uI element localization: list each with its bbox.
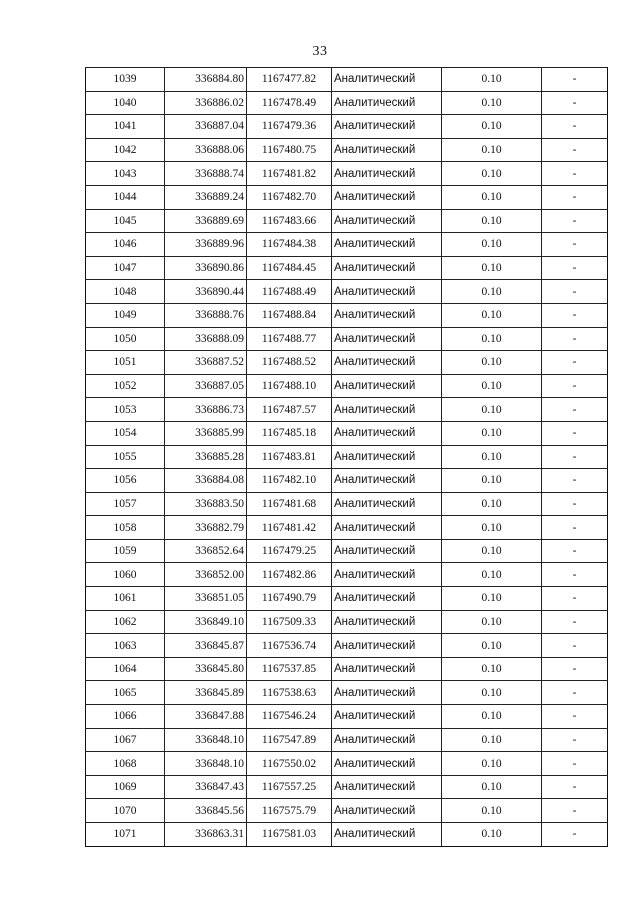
- error-cell: 0.10: [442, 115, 542, 139]
- method-cell: Аналитический: [332, 421, 442, 445]
- point-number-cell: 1052: [86, 374, 165, 398]
- point-number-cell: 1042: [86, 138, 165, 162]
- point-number-cell: 1056: [86, 469, 165, 493]
- table-row: [86, 799, 608, 823]
- x-coordinate-cell: 336882.79: [165, 516, 247, 540]
- description-cell: -: [542, 68, 608, 92]
- error-cell: 0.10: [442, 421, 542, 445]
- error-cell: 0.10: [442, 91, 542, 115]
- y-coordinate-cell: 1167537.85: [247, 657, 332, 681]
- description-cell: -: [542, 445, 608, 469]
- table-row: [86, 469, 608, 493]
- error-cell: 0.10: [442, 752, 542, 776]
- point-number-cell: 1051: [86, 351, 165, 375]
- method-cell: Аналитический: [332, 68, 442, 92]
- coordinates-table: [85, 67, 608, 847]
- point-number-cell: 1050: [86, 327, 165, 351]
- error-cell: 0.10: [442, 563, 542, 587]
- point-number-cell: 1057: [86, 492, 165, 516]
- method-cell: Аналитический: [332, 91, 442, 115]
- error-cell: 0.10: [442, 162, 542, 186]
- error-cell: 0.10: [442, 728, 542, 752]
- table-row: [86, 421, 608, 445]
- x-coordinate-cell: 336888.06: [165, 138, 247, 162]
- x-coordinate-cell: 336887.05: [165, 374, 247, 398]
- x-coordinate-cell: 336845.56: [165, 799, 247, 823]
- x-coordinate-cell: 336852.00: [165, 563, 247, 587]
- method-cell: Аналитический: [332, 752, 442, 776]
- table-row: [86, 233, 608, 257]
- method-cell: Аналитический: [332, 327, 442, 351]
- error-cell: 0.10: [442, 445, 542, 469]
- point-number-cell: 1061: [86, 587, 165, 611]
- point-number-cell: 1045: [86, 209, 165, 233]
- y-coordinate-cell: 1167487.57: [247, 398, 332, 422]
- y-coordinate-cell: 1167483.66: [247, 209, 332, 233]
- description-cell: -: [542, 398, 608, 422]
- x-coordinate-cell: 336847.88: [165, 705, 247, 729]
- point-number-cell: 1039: [86, 68, 165, 92]
- point-number-cell: 1040: [86, 91, 165, 115]
- error-cell: 0.10: [442, 351, 542, 375]
- table-row: [86, 185, 608, 209]
- description-cell: -: [542, 91, 608, 115]
- y-coordinate-cell: 1167488.10: [247, 374, 332, 398]
- point-number-cell: 1069: [86, 775, 165, 799]
- y-coordinate-cell: 1167482.70: [247, 185, 332, 209]
- table-row: [86, 303, 608, 327]
- description-cell: -: [542, 823, 608, 847]
- description-cell: -: [542, 233, 608, 257]
- error-cell: 0.10: [442, 68, 542, 92]
- description-cell: -: [542, 351, 608, 375]
- method-cell: Аналитический: [332, 351, 442, 375]
- error-cell: 0.10: [442, 256, 542, 280]
- method-cell: Аналитический: [332, 563, 442, 587]
- method-cell: Аналитический: [332, 516, 442, 540]
- description-cell: -: [542, 634, 608, 658]
- description-cell: -: [542, 728, 608, 752]
- method-cell: Аналитический: [332, 233, 442, 257]
- x-coordinate-cell: 336845.89: [165, 681, 247, 705]
- x-coordinate-cell: 336849.10: [165, 610, 247, 634]
- x-coordinate-cell: 336852.64: [165, 539, 247, 563]
- y-coordinate-cell: 1167484.45: [247, 256, 332, 280]
- x-coordinate-cell: 336848.10: [165, 728, 247, 752]
- method-cell: Аналитический: [332, 374, 442, 398]
- description-cell: -: [542, 610, 608, 634]
- description-cell: -: [542, 657, 608, 681]
- y-coordinate-cell: 1167538.63: [247, 681, 332, 705]
- method-cell: Аналитический: [332, 115, 442, 139]
- method-cell: Аналитический: [332, 634, 442, 658]
- description-cell: -: [542, 327, 608, 351]
- description-cell: -: [542, 681, 608, 705]
- description-cell: -: [542, 185, 608, 209]
- description-cell: -: [542, 563, 608, 587]
- method-cell: Аналитический: [332, 492, 442, 516]
- point-number-cell: 1041: [86, 115, 165, 139]
- description-cell: -: [542, 469, 608, 493]
- point-number-cell: 1043: [86, 162, 165, 186]
- table-row: [86, 587, 608, 611]
- method-cell: Аналитический: [332, 705, 442, 729]
- error-cell: 0.10: [442, 185, 542, 209]
- x-coordinate-cell: 336884.80: [165, 68, 247, 92]
- description-cell: -: [542, 421, 608, 445]
- point-number-cell: 1047: [86, 256, 165, 280]
- y-coordinate-cell: 1167575.79: [247, 799, 332, 823]
- error-cell: 0.10: [442, 657, 542, 681]
- y-coordinate-cell: 1167488.52: [247, 351, 332, 375]
- y-coordinate-cell: 1167479.36: [247, 115, 332, 139]
- method-cell: Аналитический: [332, 162, 442, 186]
- point-number-cell: 1070: [86, 799, 165, 823]
- coordinates-table-body: [86, 68, 608, 847]
- table-row: [86, 775, 608, 799]
- y-coordinate-cell: 1167481.68: [247, 492, 332, 516]
- y-coordinate-cell: 1167484.38: [247, 233, 332, 257]
- error-cell: 0.10: [442, 374, 542, 398]
- y-coordinate-cell: 1167479.25: [247, 539, 332, 563]
- table-row: [86, 398, 608, 422]
- description-cell: -: [542, 492, 608, 516]
- error-cell: 0.10: [442, 634, 542, 658]
- method-cell: Аналитический: [332, 539, 442, 563]
- description-cell: -: [542, 752, 608, 776]
- x-coordinate-cell: 336885.28: [165, 445, 247, 469]
- point-number-cell: 1060: [86, 563, 165, 587]
- error-cell: 0.10: [442, 327, 542, 351]
- table-row: [86, 610, 608, 634]
- description-cell: -: [542, 303, 608, 327]
- table-row: [86, 445, 608, 469]
- table-row: [86, 256, 608, 280]
- error-cell: 0.10: [442, 209, 542, 233]
- point-number-cell: 1067: [86, 728, 165, 752]
- point-number-cell: 1068: [86, 752, 165, 776]
- method-cell: Аналитический: [332, 681, 442, 705]
- point-number-cell: 1044: [86, 185, 165, 209]
- table-row: [86, 351, 608, 375]
- error-cell: 0.10: [442, 705, 542, 729]
- x-coordinate-cell: 336889.24: [165, 185, 247, 209]
- table-row: [86, 705, 608, 729]
- table-row: [86, 516, 608, 540]
- point-number-cell: 1059: [86, 539, 165, 563]
- error-cell: 0.10: [442, 587, 542, 611]
- y-coordinate-cell: 1167482.86: [247, 563, 332, 587]
- x-coordinate-cell: 336883.50: [165, 492, 247, 516]
- error-cell: 0.10: [442, 280, 542, 304]
- x-coordinate-cell: 336845.87: [165, 634, 247, 658]
- error-cell: 0.10: [442, 775, 542, 799]
- method-cell: Аналитический: [332, 280, 442, 304]
- y-coordinate-cell: 1167509.33: [247, 610, 332, 634]
- x-coordinate-cell: 336884.08: [165, 469, 247, 493]
- error-cell: 0.10: [442, 516, 542, 540]
- table-row: [86, 728, 608, 752]
- description-cell: -: [542, 516, 608, 540]
- description-cell: -: [542, 280, 608, 304]
- table-row: [86, 752, 608, 776]
- x-coordinate-cell: 336886.02: [165, 91, 247, 115]
- method-cell: Аналитический: [332, 445, 442, 469]
- method-cell: Аналитический: [332, 303, 442, 327]
- y-coordinate-cell: 1167485.18: [247, 421, 332, 445]
- method-cell: Аналитический: [332, 657, 442, 681]
- table-row: [86, 823, 608, 847]
- method-cell: Аналитический: [332, 587, 442, 611]
- method-cell: Аналитический: [332, 799, 442, 823]
- y-coordinate-cell: 1167490.79: [247, 587, 332, 611]
- error-cell: 0.10: [442, 398, 542, 422]
- point-number-cell: 1054: [86, 421, 165, 445]
- description-cell: -: [542, 115, 608, 139]
- error-cell: 0.10: [442, 799, 542, 823]
- y-coordinate-cell: 1167483.81: [247, 445, 332, 469]
- description-cell: -: [542, 209, 608, 233]
- x-coordinate-cell: 336847.43: [165, 775, 247, 799]
- y-coordinate-cell: 1167488.49: [247, 280, 332, 304]
- description-cell: -: [542, 256, 608, 280]
- description-cell: -: [542, 162, 608, 186]
- method-cell: Аналитический: [332, 398, 442, 422]
- table-row: [86, 492, 608, 516]
- y-coordinate-cell: 1167481.42: [247, 516, 332, 540]
- description-cell: -: [542, 775, 608, 799]
- x-coordinate-cell: 336888.09: [165, 327, 247, 351]
- error-cell: 0.10: [442, 303, 542, 327]
- x-coordinate-cell: 336888.76: [165, 303, 247, 327]
- table-row: [86, 115, 608, 139]
- x-coordinate-cell: 336863.31: [165, 823, 247, 847]
- error-cell: 0.10: [442, 539, 542, 563]
- error-cell: 0.10: [442, 681, 542, 705]
- method-cell: Аналитический: [332, 256, 442, 280]
- page-number: 33: [312, 44, 328, 59]
- description-cell: -: [542, 138, 608, 162]
- description-cell: -: [542, 539, 608, 563]
- point-number-cell: 1065: [86, 681, 165, 705]
- point-number-cell: 1064: [86, 657, 165, 681]
- x-coordinate-cell: 336890.86: [165, 256, 247, 280]
- table-row: [86, 327, 608, 351]
- point-number-cell: 1049: [86, 303, 165, 327]
- method-cell: Аналитический: [332, 469, 442, 493]
- point-number-cell: 1053: [86, 398, 165, 422]
- x-coordinate-cell: 336887.04: [165, 115, 247, 139]
- y-coordinate-cell: 1167482.10: [247, 469, 332, 493]
- table-row: [86, 374, 608, 398]
- x-coordinate-cell: 336889.96: [165, 233, 247, 257]
- point-number-cell: 1048: [86, 280, 165, 304]
- table-row: [86, 209, 608, 233]
- y-coordinate-cell: 1167547.89: [247, 728, 332, 752]
- error-cell: 0.10: [442, 823, 542, 847]
- y-coordinate-cell: 1167536.74: [247, 634, 332, 658]
- point-number-cell: 1071: [86, 823, 165, 847]
- x-coordinate-cell: 336848.10: [165, 752, 247, 776]
- table-row: [86, 681, 608, 705]
- y-coordinate-cell: 1167488.77: [247, 327, 332, 351]
- method-cell: Аналитический: [332, 209, 442, 233]
- x-coordinate-cell: 336886.73: [165, 398, 247, 422]
- point-number-cell: 1046: [86, 233, 165, 257]
- y-coordinate-cell: 1167557.25: [247, 775, 332, 799]
- error-cell: 0.10: [442, 469, 542, 493]
- method-cell: Аналитический: [332, 610, 442, 634]
- table-row: [86, 657, 608, 681]
- y-coordinate-cell: 1167581.03: [247, 823, 332, 847]
- y-coordinate-cell: 1167477.82: [247, 68, 332, 92]
- point-number-cell: 1063: [86, 634, 165, 658]
- error-cell: 0.10: [442, 233, 542, 257]
- table-row: [86, 563, 608, 587]
- table-row: [86, 91, 608, 115]
- x-coordinate-cell: 336890.44: [165, 280, 247, 304]
- table-row: [86, 280, 608, 304]
- error-cell: 0.10: [442, 138, 542, 162]
- method-cell: Аналитический: [332, 728, 442, 752]
- method-cell: Аналитический: [332, 823, 442, 847]
- table-row: [86, 539, 608, 563]
- y-coordinate-cell: 1167478.49: [247, 91, 332, 115]
- method-cell: Аналитический: [332, 138, 442, 162]
- table-row: [86, 634, 608, 658]
- x-coordinate-cell: 336845.80: [165, 657, 247, 681]
- description-cell: -: [542, 799, 608, 823]
- x-coordinate-cell: 336887.52: [165, 351, 247, 375]
- x-coordinate-cell: 336885.99: [165, 421, 247, 445]
- x-coordinate-cell: 336889.69: [165, 209, 247, 233]
- point-number-cell: 1058: [86, 516, 165, 540]
- description-cell: -: [542, 705, 608, 729]
- error-cell: 0.10: [442, 610, 542, 634]
- point-number-cell: 1055: [86, 445, 165, 469]
- point-number-cell: 1066: [86, 705, 165, 729]
- x-coordinate-cell: 336888.74: [165, 162, 247, 186]
- y-coordinate-cell: 1167488.84: [247, 303, 332, 327]
- x-coordinate-cell: 336851.05: [165, 587, 247, 611]
- y-coordinate-cell: 1167481.82: [247, 162, 332, 186]
- method-cell: Аналитический: [332, 185, 442, 209]
- table-row: [86, 68, 608, 92]
- y-coordinate-cell: 1167550.02: [247, 752, 332, 776]
- description-cell: -: [542, 587, 608, 611]
- point-number-cell: 1062: [86, 610, 165, 634]
- table-row: [86, 162, 608, 186]
- y-coordinate-cell: 1167546.24: [247, 705, 332, 729]
- y-coordinate-cell: 1167480.75: [247, 138, 332, 162]
- method-cell: Аналитический: [332, 775, 442, 799]
- table-row: [86, 138, 608, 162]
- description-cell: -: [542, 374, 608, 398]
- error-cell: 0.10: [442, 492, 542, 516]
